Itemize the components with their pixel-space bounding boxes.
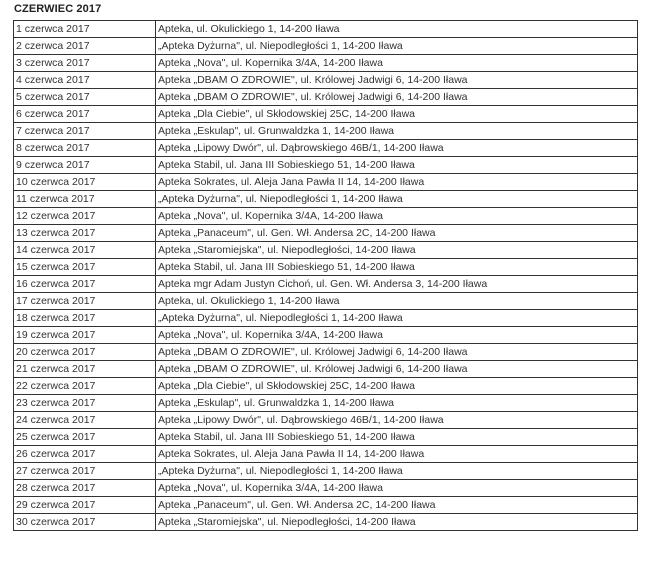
date-cell: 5 czerwca 2017 [14, 89, 156, 106]
pharmacy-cell: Apteka Sokrates, ul. Aleja Jana Pawła II 14, 14-200 Iława [156, 174, 638, 191]
date-cell: 7 czerwca 2017 [14, 123, 156, 140]
date-cell: 3 czerwca 2017 [14, 55, 156, 72]
date-cell: 12 czerwca 2017 [14, 208, 156, 225]
date-cell: 23 czerwca 2017 [14, 395, 156, 412]
table-row [14, 38, 638, 55]
pharmacy-cell: Apteka Sokrates, ul. Aleja Jana Pawła II 14, 14-200 Iława [156, 446, 638, 463]
pharmacy-cell: Apteka Stabil, ul. Jana III Sobieskiego 51, 14-200 Iława [156, 429, 638, 446]
pharmacy-cell: Apteka „Nova", ul. Kopernika 3/4A, 14-200 Iława [156, 327, 638, 344]
table-row [14, 378, 638, 395]
table-body [14, 21, 638, 531]
date-cell: 2 czerwca 2017 [14, 38, 156, 55]
date-cell: 22 czerwca 2017 [14, 378, 156, 395]
table-row [14, 412, 638, 429]
pharmacy-cell: Apteka „Dla Ciebie", ul Skłodowskiej 25C, 14-200 Iława [156, 378, 638, 395]
table-row [14, 429, 638, 446]
date-cell: 8 czerwca 2017 [14, 140, 156, 157]
pharmacy-cell: „Apteka Dyżurna", ul. Niepodległości 1, 14-200 Iława [156, 310, 638, 327]
table-row [14, 463, 638, 480]
pharmacy-cell: Apteka „Nova", ul. Kopernika 3/4A, 14-200 Iława [156, 55, 638, 72]
table-row [14, 293, 638, 310]
table-row [14, 140, 638, 157]
pharmacy-cell: Apteka „Panaceum", ul. Gen. Wł. Andersa 2C, 14-200 Iława [156, 497, 638, 514]
date-cell: 9 czerwca 2017 [14, 157, 156, 174]
date-cell: 25 czerwca 2017 [14, 429, 156, 446]
pharmacy-cell: Apteka „Nova", ul. Kopernika 3/4A, 14-200 Iława [156, 208, 638, 225]
pharmacy-cell: Apteka „Panaceum", ul. Gen. Wł. Andersa 2C, 14-200 Iława [156, 225, 638, 242]
pharmacy-cell: „Apteka Dyżurna", ul. Niepodległości 1, 14-200 Iława [156, 191, 638, 208]
table-row [14, 327, 638, 344]
table-row [14, 259, 638, 276]
pharmacy-cell: Apteka „DBAM O ZDROWIE", ul. Królowej Jadwigi 6, 14-200 Iława [156, 89, 638, 106]
table-row [14, 497, 638, 514]
pharmacy-cell: Apteka „Eskulap", ul. Grunwaldzka 1, 14-200 Iława [156, 395, 638, 412]
table-row [14, 123, 638, 140]
table-row [14, 361, 638, 378]
table-row [14, 106, 638, 123]
pharmacy-cell: Apteka „Staromiejska", ul. Niepodległości, 14-200 Iława [156, 514, 638, 531]
table-row [14, 157, 638, 174]
table-row [14, 242, 638, 259]
date-cell: 11 czerwca 2017 [14, 191, 156, 208]
date-cell: 6 czerwca 2017 [14, 106, 156, 123]
pharmacy-cell: Apteka „Nova", ul. Kopernika 3/4A, 14-200 Iława [156, 480, 638, 497]
pharmacy-cell: Apteka „Eskulap", ul. Grunwaldzka 1, 14-200 Iława [156, 123, 638, 140]
date-cell: 24 czerwca 2017 [14, 412, 156, 429]
date-cell: 16 czerwca 2017 [14, 276, 156, 293]
table-row [14, 174, 638, 191]
table-row [14, 89, 638, 106]
date-cell: 15 czerwca 2017 [14, 259, 156, 276]
table-row [14, 55, 638, 72]
date-cell: 1 czerwca 2017 [14, 21, 156, 38]
table-row [14, 514, 638, 531]
date-cell: 29 czerwca 2017 [14, 497, 156, 514]
pharmacy-cell: Apteka Stabil, ul. Jana III Sobieskiego 51, 14-200 Iława [156, 259, 638, 276]
table-row [14, 310, 638, 327]
date-cell: 21 czerwca 2017 [14, 361, 156, 378]
pharmacy-cell: Apteka „Dla Ciebie", ul Skłodowskiej 25C, 14-200 Iława [156, 106, 638, 123]
pharmacy-cell: Apteka mgr Adam Justyn Cichoń, ul. Gen. Wł. Andersa 3, 14-200 Iława [156, 276, 638, 293]
pharmacy-cell: „Apteka Dyżurna", ul. Niepodległości 1, 14-200 Iława [156, 38, 638, 55]
table-row [14, 276, 638, 293]
table-row [14, 21, 638, 38]
pharmacy-cell: Apteka „DBAM O ZDROWIE", ul. Królowej Jadwigi 6, 14-200 Iława [156, 361, 638, 378]
date-cell: 27 czerwca 2017 [14, 463, 156, 480]
table-row [14, 191, 638, 208]
pharmacy-duty-table [13, 20, 638, 531]
page-title: CZERWIEC 2017 [14, 3, 102, 15]
pharmacy-cell: Apteka „Staromiejska", ul. Niepodległości, 14-200 Iława [156, 242, 638, 259]
pharmacy-cell: Apteka, ul. Okulickiego 1, 14-200 Iława [156, 293, 638, 310]
date-cell: 20 czerwca 2017 [14, 344, 156, 361]
table-row [14, 344, 638, 361]
pharmacy-cell: Apteka Stabil, ul. Jana III Sobieskiego 51, 14-200 Iława [156, 157, 638, 174]
table-row [14, 395, 638, 412]
date-cell: 14 czerwca 2017 [14, 242, 156, 259]
date-cell: 13 czerwca 2017 [14, 225, 156, 242]
pharmacy-cell: Apteka „Lipowy Dwór", ul. Dąbrowskiego 46B/1, 14-200 Iława [156, 140, 638, 157]
date-cell: 17 czerwca 2017 [14, 293, 156, 310]
date-cell: 4 czerwca 2017 [14, 72, 156, 89]
date-cell: 19 czerwca 2017 [14, 327, 156, 344]
date-cell: 10 czerwca 2017 [14, 174, 156, 191]
date-cell: 18 czerwca 2017 [14, 310, 156, 327]
pharmacy-cell: Apteka, ul. Okulickiego 1, 14-200 Iława [156, 21, 638, 38]
table-row [14, 208, 638, 225]
date-cell: 30 czerwca 2017 [14, 514, 156, 531]
pharmacy-cell: Apteka „DBAM O ZDROWIE", ul. Królowej Jadwigi 6, 14-200 Iława [156, 72, 638, 89]
date-cell: 26 czerwca 2017 [14, 446, 156, 463]
table-row [14, 225, 638, 242]
table-row [14, 446, 638, 463]
pharmacy-cell: Apteka „Lipowy Dwór", ul. Dąbrowskiego 46B/1, 14-200 Iława [156, 412, 638, 429]
table-row [14, 480, 638, 497]
date-cell: 28 czerwca 2017 [14, 480, 156, 497]
table-row [14, 72, 638, 89]
pharmacy-cell: Apteka „DBAM O ZDROWIE", ul. Królowej Jadwigi 6, 14-200 Iława [156, 344, 638, 361]
pharmacy-cell: „Apteka Dyżurna", ul. Niepodległości 1, 14-200 Iława [156, 463, 638, 480]
